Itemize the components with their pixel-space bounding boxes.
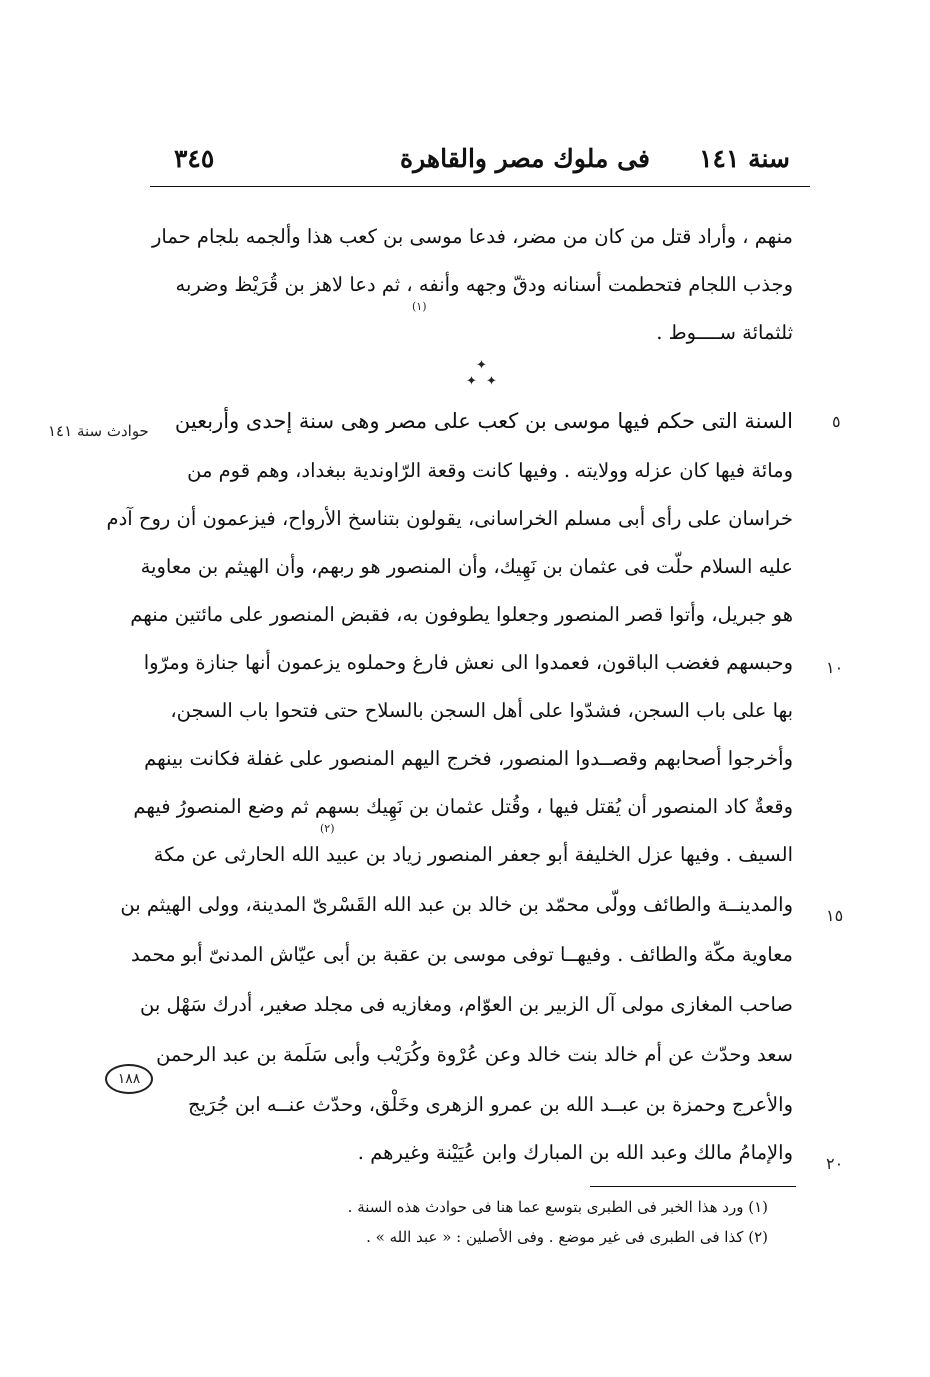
- text-line: وأخرجوا أصحابهم وقصــدوا المنصور، فخرج اليهم المنصور على غفلة فكانت بينهم: [144, 747, 793, 770]
- text-line: والأعرج وحمزة بن عبــد الله بن عمرو الزهرى وخَلْق، وحدّث عنــه ابن جُرَيج: [187, 1093, 793, 1116]
- section-heading-line: السنة التى حكم فيها موسى بن كعب على مصر وهى سنة إحدى وأربعين: [174, 409, 793, 433]
- star-ornament: ✦: [486, 374, 497, 389]
- footnote-rule: [590, 1186, 796, 1187]
- margin-note: حوادث سنة ١٤١: [48, 422, 149, 440]
- page-number: ٣٤٥: [174, 144, 215, 173]
- text-line: منهم ، وأراد قتل من كان من مضر، فدعا موسى بن كعب هذا وألجمه بلجام حمار: [152, 225, 793, 248]
- footnote-1: (١) ورد هذا الخبر فى الطبرى بتوسع عما هنا فى حوادث هذه السنة .: [347, 1198, 768, 1216]
- text-line: معاوية مكّة والطائف . وفيهــا توفى موسى بن عقبة بن أبى عيّاش المدنىّ أبو محمد: [131, 943, 793, 966]
- text-line: صاحب المغازى مولى آل الزبير بن العوّام، ومغازيه فى مجلد صغير، أدرك سَهْل بن: [140, 993, 793, 1016]
- text-line: السيف . وفيها عزل الخليفة أبو جعفر المنصور زياد بن عبيد الله الحارثى عن مكة: [153, 843, 793, 866]
- text-line: سعد وحدّث عن أم خالد بنت خالد وعن عُرْوة وكُرَيْب وأبى سَلَمة بن عبد الرحمن: [156, 1043, 793, 1066]
- text-line: عليه السلام حلّت فى عثمان بن نَهِيك، وأن المنصور هو ربهم، وأن الهيثم بن معاوية: [140, 555, 793, 578]
- line-number-5: ٥: [832, 412, 841, 431]
- line-number-10: ١٠: [826, 658, 844, 677]
- section-separator: [462, 358, 502, 394]
- header-title: فى ملوك مصر والقاهرة: [400, 144, 650, 173]
- text-line: ومائة فيها كان عزله وولايته . وفيها كانت وقعة الرّاوندية ببغداد، وهم قوم من: [187, 459, 793, 482]
- seal-stamp: ١٨٨: [105, 1064, 153, 1094]
- text-line: بها على باب السجن، فشدّوا على أهل السجن بالسلاح حتى فتحوا باب السجن،: [170, 699, 793, 722]
- text-line: وحبسهم فغضب الباقون، فعمدوا الى نعش فارغ وحملوه يزعمون أنها جنازة ومرّوا: [143, 651, 793, 674]
- footnote-2: (٢) كذا فى الطبرى فى غير موضع . وفى الأصلين : « عبد الله » .: [366, 1228, 768, 1246]
- text-line: والمدينــة والطائف وولّى محمّد بن خالد بن عبد الله القَسْرىّ المدينة، وولى الهيثم بن: [120, 893, 793, 916]
- header-year: سنة ١٤١: [699, 144, 790, 173]
- text-line: وجذب اللجام فتحطمت أسنانه ودقّ وجهه وأنفه ، ثم دعا لاهز بن قُرَيْظ وضربه: [175, 273, 793, 296]
- star-ornament: ✦: [466, 374, 477, 389]
- line-number-15: ١٥: [826, 906, 844, 925]
- text-line: وقعةٌ كاد المنصور أن يُقتل فيها ، وقُتل عثمان بن نَهِيك بسهم ثم وضع المنصورُ فيهم: [133, 795, 793, 818]
- text-line: هو جبريل، وأتوا قصر المنصور وجعلوا يطوفون به، فقبض المنصور على مائتين منهم: [130, 603, 793, 626]
- text-line: والإمامُ مالك وعبد الله بن المبارك وابن عُيَيْنة وغيرهم .: [357, 1141, 793, 1164]
- line-number-20: ٢٠: [826, 1154, 844, 1173]
- text-line: ثلثمائة ســــوط .: [656, 321, 793, 344]
- footnote-ref-1: (١): [412, 300, 427, 313]
- footnote-ref-2: (٢): [320, 822, 335, 835]
- text-line: خراسان على رأى أبى مسلم الخراسانى، يقولون بتناسخ الأرواح، فيزعمون أن روح آدم: [106, 507, 793, 530]
- star-ornament: ✦: [476, 358, 487, 373]
